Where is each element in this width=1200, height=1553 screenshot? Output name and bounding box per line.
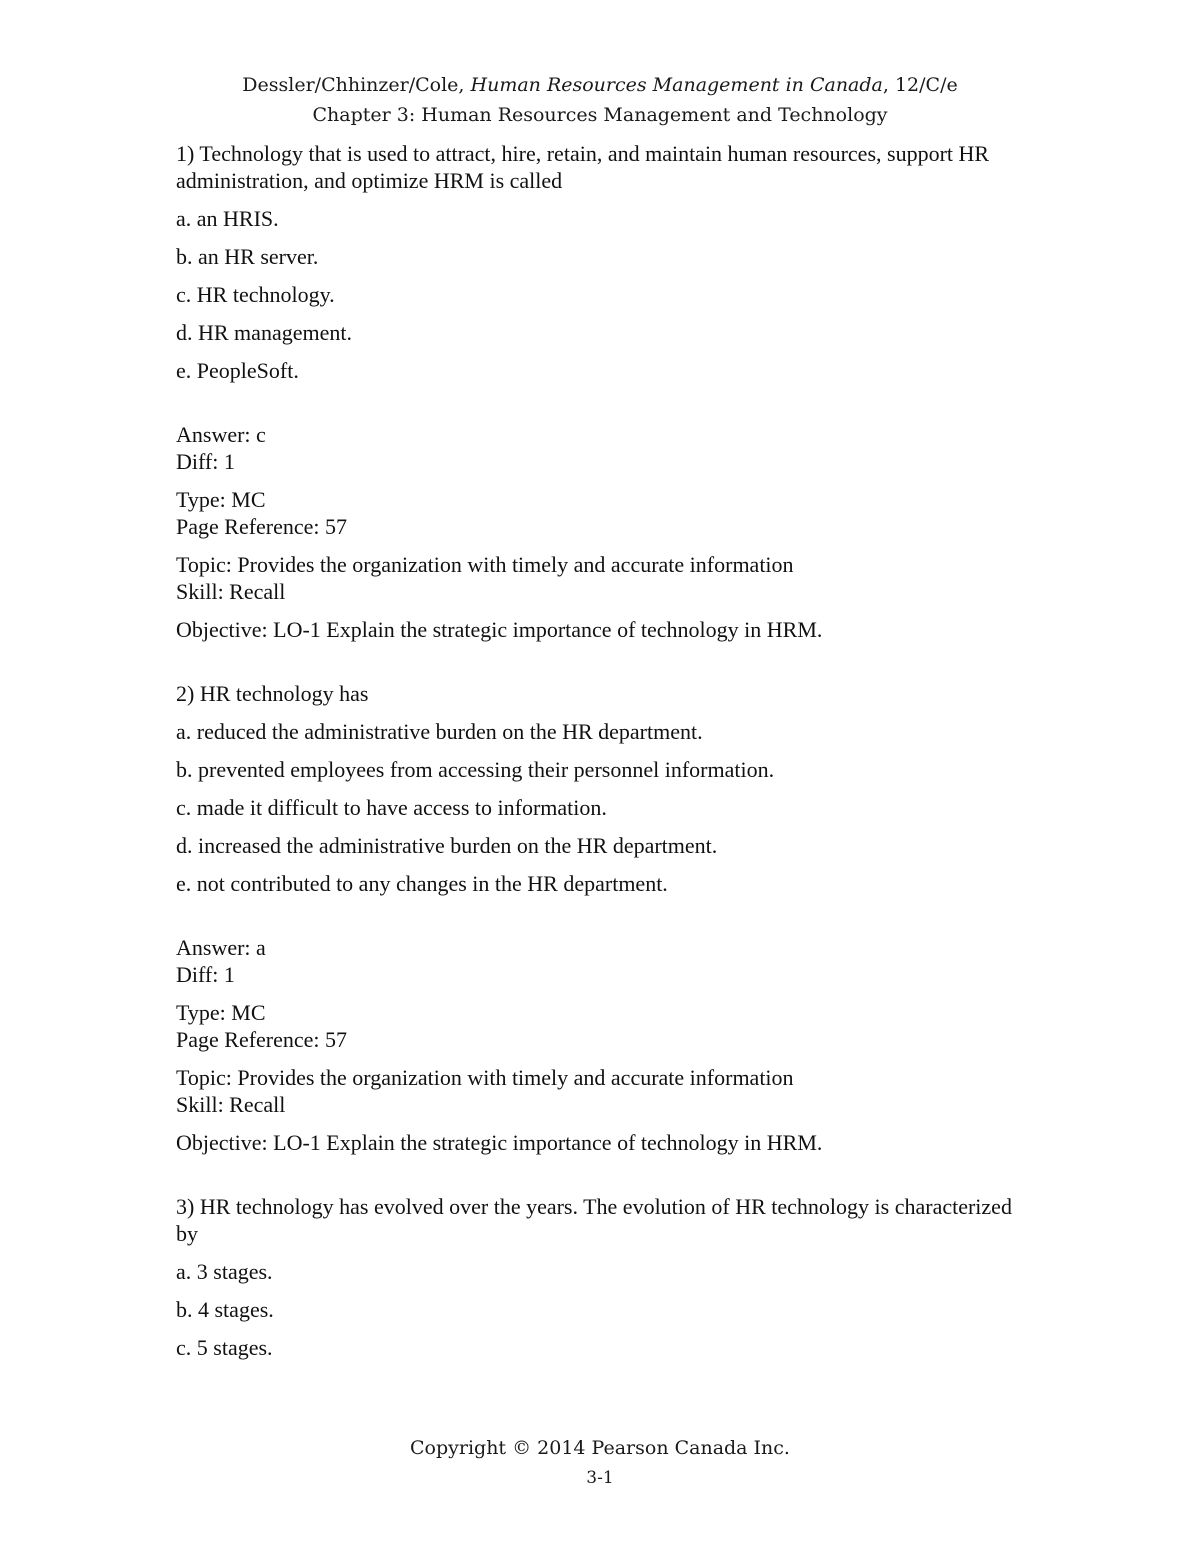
difficulty: Diff: 1 xyxy=(176,962,235,987)
running-header xyxy=(0,70,1200,130)
option-c: c. made it difficult to have access to information. xyxy=(176,795,607,820)
option-e: e. PeopleSoft. xyxy=(176,358,299,383)
option-a: a. 3 stages. xyxy=(176,1259,273,1284)
option-c: c. HR technology. xyxy=(176,282,335,307)
question-text: 1) Technology that is used to attract, hire, retain, and maintain human resources, support HR administration, and optimize HRM is called xyxy=(176,141,990,193)
question-type: Type: MC xyxy=(176,487,266,512)
topic: Topic: Provides the organization with timely and accurate information xyxy=(176,552,794,577)
option-a: a. an HRIS. xyxy=(176,206,279,231)
skill: Skill: Recall xyxy=(176,1092,286,1117)
question-1 xyxy=(176,140,1036,643)
topic: Topic: Provides the organization with timely and accurate information xyxy=(176,1065,794,1090)
objective: Objective: LO-1 Explain the strategic importance of technology in HRM. xyxy=(176,1130,823,1155)
question-text: 2) HR technology has xyxy=(176,681,369,706)
question-2 xyxy=(176,680,1036,1156)
option-d: d. increased the administrative burden on the HR department. xyxy=(176,833,718,858)
page-footer xyxy=(0,1433,1200,1493)
question-3 xyxy=(176,1193,1036,1361)
option-b: b. prevented employees from accessing their personnel information. xyxy=(176,757,775,782)
option-e: e. not contributed to any changes in the HR department. xyxy=(176,871,668,896)
copyright-notice: Copyright © 2014 Pearson Canada Inc. xyxy=(410,1437,790,1459)
question-text: 3) HR technology has evolved over the years. The evolution of HR technology is characterized by xyxy=(176,1194,1012,1246)
answer: Answer: a xyxy=(176,935,266,960)
option-b: b. an HR server. xyxy=(176,244,319,269)
option-c: c. 5 stages. xyxy=(176,1335,273,1360)
question-list xyxy=(176,140,1036,1372)
option-b: b. 4 stages. xyxy=(176,1297,274,1322)
objective: Objective: LO-1 Explain the strategic importance of technology in HRM. xyxy=(176,617,823,642)
option-a: a. reduced the administrative burden on the HR department. xyxy=(176,719,703,744)
citation-edition: , 12/C/e xyxy=(882,74,958,96)
book-citation xyxy=(0,70,1200,100)
question-type: Type: MC xyxy=(176,1000,266,1025)
page-reference: Page Reference: 57 xyxy=(176,1027,348,1052)
answer: Answer: c xyxy=(176,422,266,447)
page-reference: Page Reference: 57 xyxy=(176,514,348,539)
option-d: d. HR management. xyxy=(176,320,352,345)
book-title: Human Resources Management in Canada xyxy=(470,74,883,96)
skill: Skill: Recall xyxy=(176,579,286,604)
chapter-title: Chapter 3: Human Resources Management and Technology xyxy=(312,104,888,126)
citation-authors: Dessler/Chhinzer/Cole, xyxy=(242,74,471,96)
page-number: 3-1 xyxy=(586,1468,614,1488)
difficulty: Diff: 1 xyxy=(176,449,235,474)
